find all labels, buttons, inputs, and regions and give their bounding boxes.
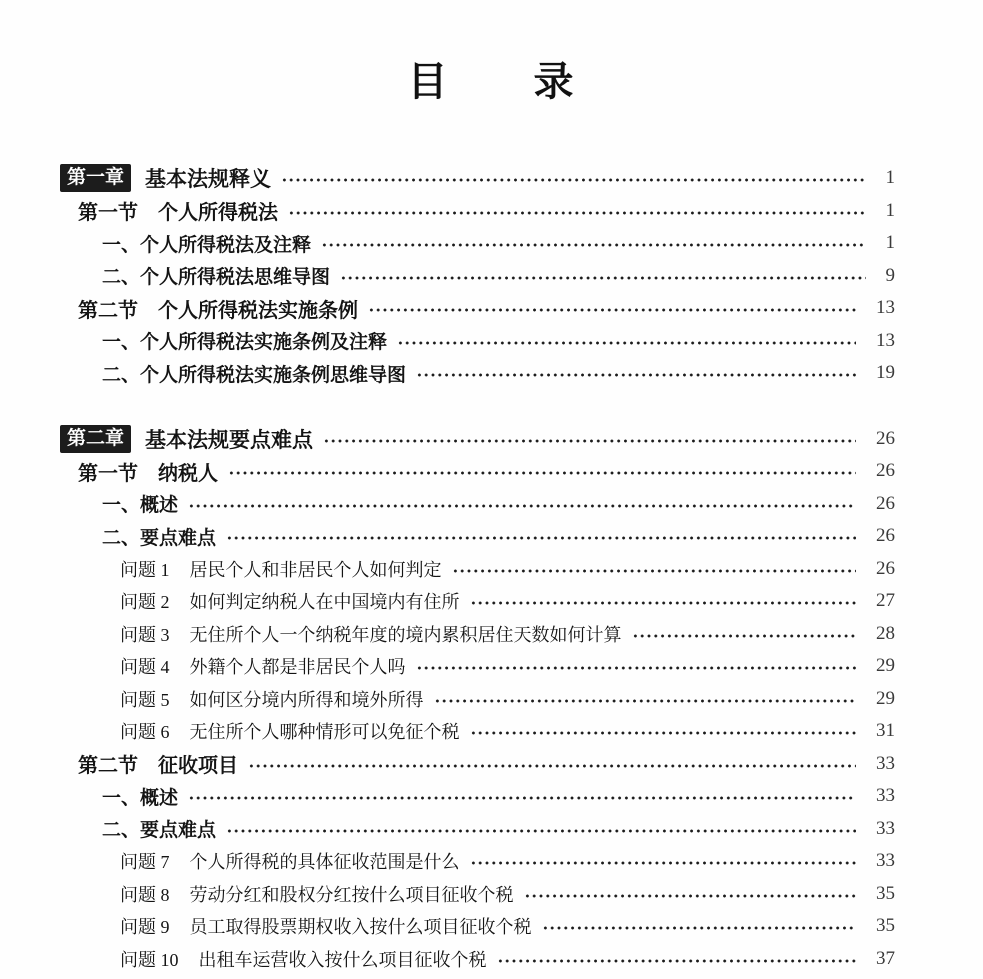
toc-entry-sub [60, 260, 895, 293]
dot-leader [524, 878, 857, 911]
toc-entry-title: 员工取得股票期权收入按什么项目征收个税 [189, 917, 532, 938]
dot-leader [226, 520, 856, 553]
toc-entry-title: 二、个人所得税法思维导图 [102, 267, 331, 289]
toc-entry-question [60, 553, 895, 586]
page-number: 33 [876, 785, 895, 807]
toc-entry-title: 一、概述 [102, 787, 179, 809]
toc-entry-question [60, 618, 895, 651]
dot-leader [397, 325, 856, 358]
toc-entry-title: 第一节 个人所得税法 [78, 202, 278, 225]
dot-leader [434, 683, 857, 716]
toc-entry-sub [60, 780, 895, 813]
page-number: 37 [876, 947, 895, 969]
page-number: 26 [876, 492, 895, 514]
table-of-contents [60, 162, 895, 975]
page-number: 1 [885, 232, 895, 254]
question-label: 问题 10 [120, 949, 179, 970]
toc-entry-title: 一、个人所得税法及注释 [102, 234, 312, 256]
toc-entry-title: 劳动分红和股权分红按什么项目征收个税 [189, 884, 514, 905]
dot-leader [470, 715, 857, 748]
dot-leader [452, 553, 857, 586]
toc-entry-title: 无住所个人一个纳税年度的境内累积居住天数如何计算 [189, 624, 622, 645]
page-number: 33 [876, 752, 895, 774]
dot-leader [542, 910, 857, 943]
toc-entry-title: 第二节 个人所得税法实施条例 [78, 299, 358, 322]
page-number: 27 [876, 590, 895, 612]
question-label: 问题 2 [120, 592, 170, 613]
page-title: 目 录 [407, 60, 576, 104]
toc-entry-section [60, 748, 895, 781]
dot-leader [416, 357, 856, 390]
page-number: 35 [876, 882, 895, 904]
toc-entry-title: 第一节 纳税人 [78, 462, 218, 485]
page-number: 33 [876, 850, 895, 872]
toc-entry-section [60, 292, 895, 325]
toc-entry-question [60, 715, 895, 748]
toc-entry-title: 外籍个人都是非居民个人吗 [189, 657, 406, 678]
page-number: 13 [876, 297, 895, 319]
toc-entry-question [60, 683, 895, 716]
toc-entry-question [60, 585, 895, 618]
dot-leader [188, 780, 856, 813]
toc-entry-chapter-1 [60, 162, 895, 195]
page-number: 26 [876, 557, 895, 579]
toc-entry-title: 如何判定纳税人在中国境内有住所 [189, 592, 460, 613]
toc-entry-question [60, 650, 895, 683]
page-number: 31 [876, 720, 895, 742]
toc-entry-title: 二、要点难点 [102, 527, 217, 549]
page-number: 26 [876, 427, 895, 449]
toc-entry-title: 居民个人和非居民个人如何判定 [189, 559, 442, 580]
toc-entry-sub [60, 520, 895, 553]
toc-entry-sub [60, 488, 895, 521]
page-number: 29 [876, 655, 895, 677]
toc-entry-title: 二、个人所得税法实施条例思维导图 [102, 364, 407, 386]
dot-leader [323, 423, 856, 456]
page-number: 26 [876, 525, 895, 547]
toc-entry-chapter-2 [60, 423, 895, 456]
toc-entry-section [60, 455, 895, 488]
toc-entry-sub [60, 227, 895, 260]
question-label: 问题 8 [120, 884, 170, 905]
dot-leader [188, 488, 856, 521]
toc-entry-sub [60, 325, 895, 358]
toc-entry-sub [60, 357, 895, 390]
question-label: 问题 3 [120, 624, 170, 645]
page-number: 26 [876, 460, 895, 482]
dot-leader [248, 748, 856, 781]
chapter-badge: 第二章 [60, 425, 131, 453]
dot-leader [497, 943, 857, 976]
toc-entry-title: 基本法规要点难点 [145, 427, 314, 452]
dot-leader [632, 618, 857, 651]
toc-entry-title: 第二节 征收项目 [78, 755, 238, 778]
chapter-badge: 第一章 [60, 164, 131, 192]
dot-leader [340, 260, 865, 293]
toc-entry-title: 个人所得税的具体征收范围是什么 [189, 852, 460, 873]
toc-entry-title: 如何区分境内所得和境外所得 [189, 689, 424, 710]
page-number: 19 [876, 362, 895, 384]
question-label: 问题 1 [120, 559, 170, 580]
toc-entry-title: 一、概述 [102, 495, 179, 517]
page-number: 33 [876, 817, 895, 839]
dot-leader [228, 455, 856, 488]
toc-entry-title: 基本法规释义 [145, 167, 272, 192]
question-label: 问题 5 [120, 689, 170, 710]
page-number: 35 [876, 915, 895, 937]
toc-entry-title: 无住所个人哪种情形可以免征个税 [189, 722, 460, 743]
dot-leader [288, 195, 866, 228]
dot-leader [368, 292, 856, 325]
toc-entry-question [60, 845, 895, 878]
toc-entry-title: 二、要点难点 [102, 820, 217, 842]
toc-entry-question [60, 943, 895, 976]
toc-entry-question [60, 878, 895, 911]
toc-entry-sub [60, 813, 895, 846]
toc-entry-title: 出租车运营收入按什么项目征收个税 [198, 949, 487, 970]
toc-entry-question [60, 910, 895, 943]
page-number: 29 [876, 687, 895, 709]
page-number: 28 [876, 622, 895, 644]
question-label: 问题 7 [120, 852, 170, 873]
question-label: 问题 9 [120, 917, 170, 938]
page-number: 1 [885, 167, 895, 189]
dot-leader [470, 845, 857, 878]
page-number: 9 [885, 264, 895, 286]
page-number: 1 [885, 199, 895, 221]
dot-leader [226, 813, 856, 846]
question-label: 问题 4 [120, 657, 170, 678]
dot-leader [470, 585, 857, 618]
question-label: 问题 6 [120, 722, 170, 743]
page-number: 13 [876, 329, 895, 351]
dot-leader [281, 162, 865, 195]
toc-entry-title: 一、个人所得税法实施条例及注释 [102, 332, 388, 354]
dot-leader [321, 227, 865, 260]
toc-entry-section [60, 195, 895, 228]
dot-leader [416, 650, 857, 683]
